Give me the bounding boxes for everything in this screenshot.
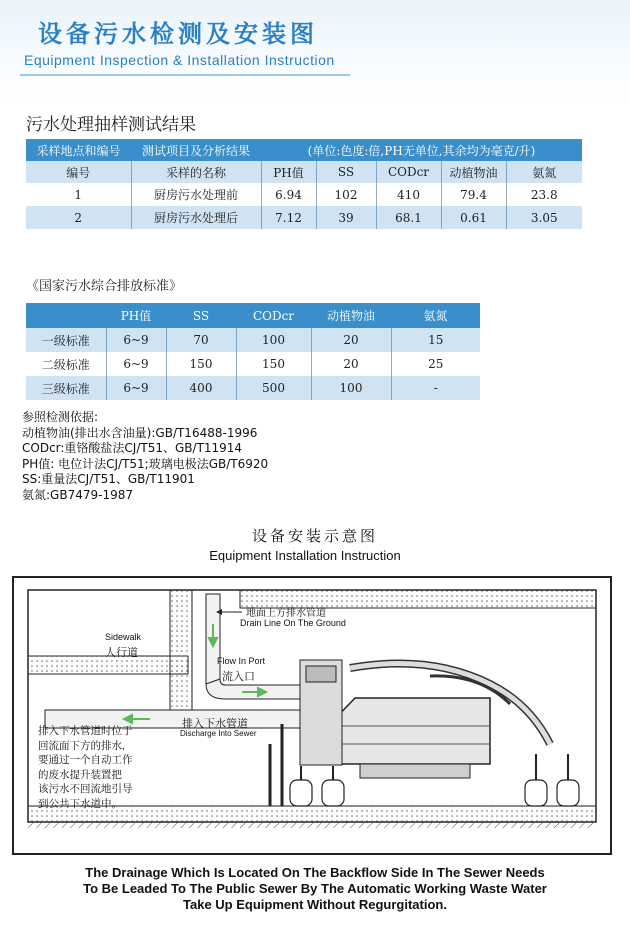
table-cell: 15 (391, 328, 480, 352)
backflow-note (38, 724, 133, 811)
table-column-row (26, 161, 582, 183)
header-cell: 测试项目及分析结果 (131, 139, 261, 161)
table-cell: 厨房污水处理前 (131, 183, 261, 206)
table-cell: 500 (236, 376, 311, 400)
table-cell: 二级标准 (26, 352, 106, 376)
column-header: 氨氮 (506, 161, 582, 183)
header-divider (20, 74, 350, 76)
table-row (26, 206, 582, 229)
table-row (26, 183, 582, 206)
pump-canisters (290, 780, 579, 806)
table-cell: 一级标准 (26, 328, 106, 352)
lifting-tank (330, 698, 490, 764)
table-cell: 6~9 (106, 376, 166, 400)
note-line: 的废水提升装置把 (38, 768, 122, 781)
table-cell: - (391, 376, 480, 400)
column-header: 动植物油 (311, 303, 391, 328)
table-cell: 25 (391, 352, 480, 376)
reference-line: CODcr:重铬酸盐法CJ/T51、GB/T11914 (22, 441, 243, 455)
standard-title: 《国家污水综合排放标准》 (26, 279, 183, 294)
column-header: 氨氮 (391, 303, 480, 328)
table-cell: 68.1 (376, 206, 441, 229)
table-cell: 400 (166, 376, 236, 400)
column-header: CODcr (376, 161, 441, 183)
table-cell: 39 (316, 206, 376, 229)
table-cell: 1 (26, 183, 131, 206)
table-cell: 100 (311, 376, 391, 400)
column-header: 编号 (26, 161, 131, 183)
reference-line: SS:重量法CJ/T51、GB/T11901 (22, 472, 195, 486)
drain-line-label-en: Drain Line On The Ground (240, 618, 346, 628)
discharge-standard-table (26, 303, 480, 400)
reference-list (22, 410, 268, 503)
table-cell: 20 (311, 328, 391, 352)
drain-line-label-cn: 地面上方排水管道 (246, 608, 326, 619)
table-cell: 102 (316, 183, 376, 206)
header-cell: (单位:色度:倍,PH无单位,其余均为毫克/升) (261, 139, 582, 161)
column-header: PH值 (106, 303, 166, 328)
header-cell: 采样地点和编号 (26, 139, 131, 161)
table-cell: 23.8 (506, 183, 582, 206)
table-cell: 150 (236, 352, 311, 376)
footer-text (0, 865, 630, 913)
table-cell: 20 (311, 352, 391, 376)
footer-line: The Drainage Which Is Located On The Backflow Side In The Sewer Needs (85, 865, 545, 880)
table-cell: 2 (26, 206, 131, 229)
footer-line: To Be Leaded To The Public Sewer By The Automatic Working Waste Water (83, 881, 547, 896)
table-cell: 0.61 (441, 206, 506, 229)
sidewalk-label-cn: 人行道 (105, 647, 138, 659)
table-cell: 厨房污水处理后 (131, 206, 261, 229)
note-line: 该污水不回流地引导 (38, 783, 133, 795)
installation-diagram (10, 574, 616, 859)
note-line: 要通过一个自动工作 (38, 754, 133, 766)
note-line: 到公共下水道中。 (38, 797, 122, 810)
table-cell: 7.12 (261, 206, 316, 229)
table-cell: 6.94 (261, 183, 316, 206)
test-results-title: 污水处理抽样测试结果 (26, 115, 196, 135)
page-header (0, 0, 630, 100)
reference-line: 动植物油(排出水含油量):GB/T16488-1996 (22, 425, 258, 440)
discharge-label-en: Discharge Into Sewer (180, 729, 257, 738)
flow-in-label-cn: 流入口 (222, 671, 255, 683)
column-header: PH值 (261, 161, 316, 183)
footer-line: Take Up Equipment Without Regurgitation. (183, 897, 447, 912)
table-cell: 79.4 (441, 183, 506, 206)
table-cell: 150 (166, 352, 236, 376)
table-cell: 6~9 (106, 352, 166, 376)
table-cell: 410 (376, 183, 441, 206)
page-title: 设备污水检测及安装图 (38, 20, 318, 48)
diagram-subtitle: Equipment Installation Instruction (209, 548, 401, 563)
table-cell: 三级标准 (26, 376, 106, 400)
table-row (26, 328, 480, 352)
table-header-row (26, 303, 480, 328)
table-cell: 70 (166, 328, 236, 352)
wall-column (170, 590, 192, 710)
column-header: SS (166, 303, 236, 328)
sidewalk-label-en: Sidewalk (105, 632, 142, 642)
diagram-title: 设备安装示意图 (251, 527, 378, 545)
column-header: 动植物油 (441, 161, 506, 183)
table-row (26, 352, 480, 376)
column-header: 采样的名称 (131, 161, 261, 183)
note-line: 回流面下方的排水, (38, 739, 125, 752)
reference-line: 氨氮:GB7479-1987 (22, 487, 133, 502)
note-line: 排入下水管道时位于 (38, 725, 133, 737)
discharge-label-cn: 排入下水管道 (182, 718, 248, 730)
test-results-table (26, 139, 582, 229)
column-header: SS (316, 161, 376, 183)
column-header (26, 303, 106, 328)
table-row (26, 376, 480, 400)
page-subtitle: Equipment Inspection & Installation Instruction (24, 52, 335, 68)
reference-line: PH值: 电位计法CJ/T51;玻璃电极法GB/T6920 (22, 456, 269, 471)
table-cell: 6~9 (106, 328, 166, 352)
table-header-row (26, 139, 582, 161)
column-header: CODcr (236, 303, 311, 328)
flow-in-label-en: Flow In Port (217, 656, 266, 666)
reference-line: 参照检测依据: (22, 410, 99, 424)
table-cell: 100 (236, 328, 311, 352)
table-cell: 3.05 (506, 206, 582, 229)
